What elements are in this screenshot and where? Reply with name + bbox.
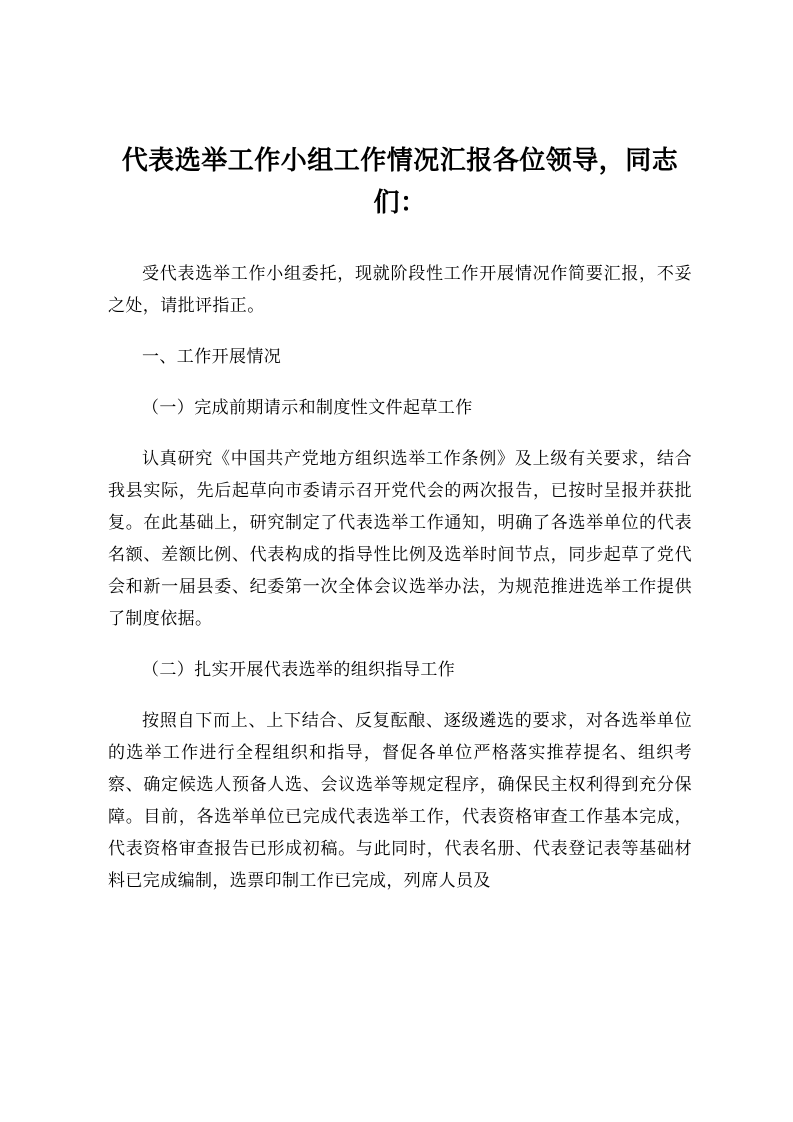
document-title: 代表选举工作小组工作情况汇报各位领导，同志们： (121, 146, 679, 218)
subsection-heading-2: （二）扎实开展代表选举的组织指导工作 (142, 660, 456, 680)
document-body (108, 258, 692, 916)
subsection-heading-1: （一）完成前期请示和制度性文件起草工作 (142, 398, 473, 418)
body-paragraph-2: 按照自下而上、上下结合、反复酝酿、逐级遴选的要求，对各选举单位的选举工作进行全程组织和指导，督促各单位严格落实推荐提名、组织考察、确定候选人预备人选、会议选举等规定程序，确保民主权利得到充分保障。目前，各选举单位已完成代表选举工作，代表资格审查工作基本完成，代表资格审查报告已形成初稿。与此同时，代表名册、代表登记表等基础材料已完成编制，选票印制工作已完成，列席人员及 (108, 711, 692, 891)
body-paragraph-1: 认真研究《中国共产党地方组织选举工作条例》及上级有关要求，结合我县实际，先后起草向市委请示召开党代会的两次报告，已按时呈报并获批复。在此基础上，研究制定了代表选举工作通知，明确了各选举单位的代表名额、差额比例、代表构成的指导性比例及选举时间节点，同步起草了党代会和新一届县委、纪委第一次全体会议选举办法，为规范推进选举工作提供了制度依据。 (108, 449, 692, 629)
section-heading-1: 一、工作开展情况 (142, 347, 282, 367)
intro-paragraph: 受代表选举工作小组委托，现就阶段性工作开展情况作简要汇报，不妥之处，请批评指正。 (108, 264, 692, 316)
